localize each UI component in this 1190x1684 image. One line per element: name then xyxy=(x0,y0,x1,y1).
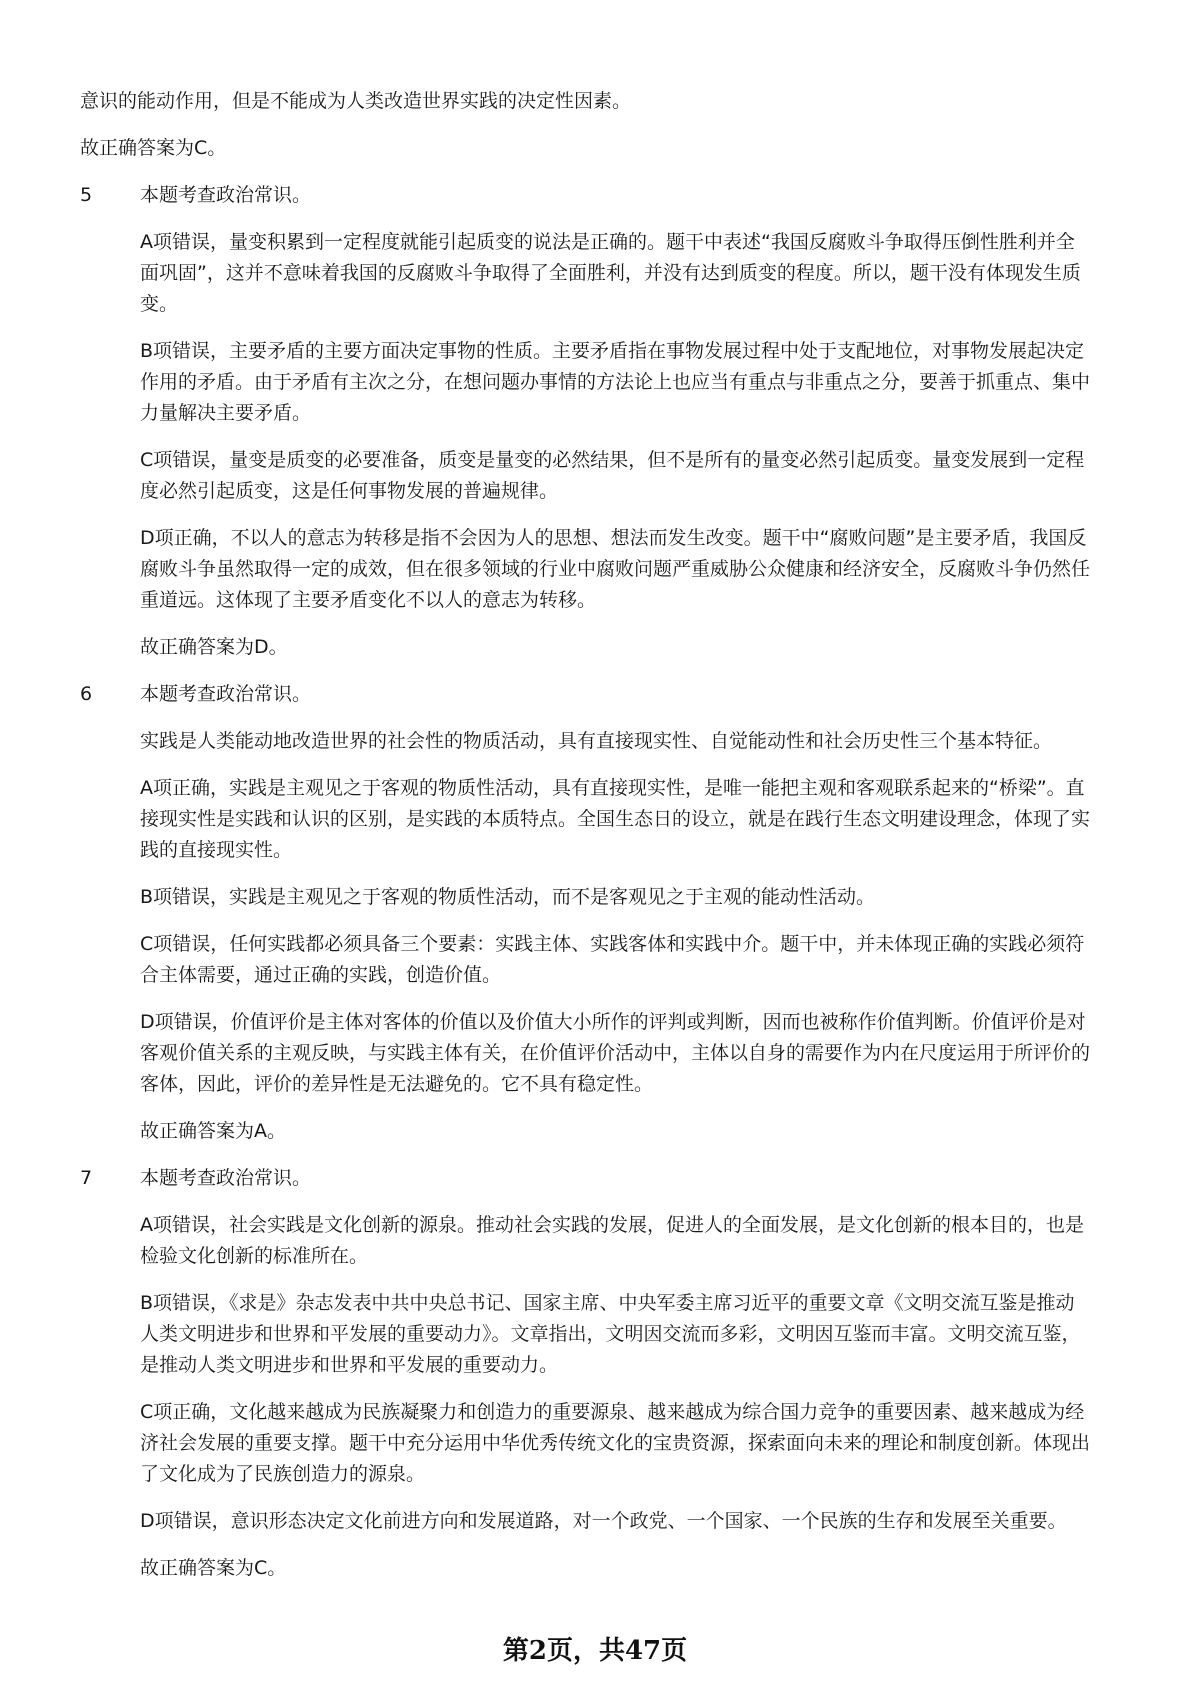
correct-answer: 故正确答案为C。 xyxy=(140,1557,287,1579)
page-content xyxy=(80,86,1090,1600)
option-c-explanation: C项正确，文化越来越成为民族凝聚力和创造力的重要源泉、越来越成为综合国力竞争的重要因素、越来越成为经济社会发展的重要支撑。题干中充分运用中华优秀传统文化的宝贵资源，探索面向未来的理论和制度创新。体现出了文化成为了民族创造力的源泉。 xyxy=(140,1401,1091,1485)
question-header xyxy=(80,1163,1090,1194)
question-6 xyxy=(80,679,1090,1147)
background-explanation: 实践是人类能动地改造世界的社会性的物质活动，具有直接现实性、自觉能动性和社会历史性三个基本特征。 xyxy=(140,730,1053,752)
correct-answer: 故正确答案为D。 xyxy=(140,636,288,658)
question-header xyxy=(80,180,1090,211)
option-b-explanation: B项错误，主要矛盾的主要方面决定事物的性质。主要矛盾指在事物发展过程中处于支配地位，对事物发展起决定作用的矛盾。由于矛盾有主次之分，在想问题办事情的方法论上也应当有重点与非重点之分，要善于抓重点、集中力量解决主要矛盾。 xyxy=(140,340,1091,424)
option-a-explanation: A项正确，实践是主观见之于客观的物质性活动，具有直接现实性，是唯一能把主观和客观联系起来的“桥梁”。直接现实性是实践和认识的区别，是实践的本质特点。全国生态日的设立，就是在践行生态文明建设理念，体现了实践的直接现实性。 xyxy=(140,777,1091,861)
option-b-explanation: B项错误，《求是》杂志发表中共中央总书记、国家主席、中央军委主席习近平的重要文章《文明交流互鉴是推动人类文明进步和世界和平发展的重要动力》。文章指出，文明因交流而多彩，文明因互鉴而丰富。文明交流互鉴，是推动人类文明进步和世界和平发展的重要动力。 xyxy=(140,1292,1081,1376)
question-5 xyxy=(80,180,1090,663)
question-body xyxy=(80,227,1090,663)
option-b-explanation: B项错误，实践是主观见之于客观的物质性活动，而不是客观见之于主观的能动性活动。 xyxy=(140,886,876,908)
option-a-explanation: A项错误，社会实践是文化创新的源泉。推动社会实践的发展，促进人的全面发展，是文化创新的根本目的，也是检验文化创新的标准所在。 xyxy=(140,1214,1085,1267)
intro-line: 意识的能动作用，但是不能成为人类改造世界实践的决定性因素。 xyxy=(80,90,632,112)
option-a-explanation: A项错误，量变积累到一定程度就能引起质变的说法是正确的。题干中表述“我国反腐败斗争取得压倒性胜利并全面巩固”，这并不意味着我国的反腐败斗争取得了全面胜利，并没有达到质变的程度。所以，题干没有体现发生质变。 xyxy=(140,231,1081,315)
option-d-explanation: D项错误，意识形态决定文化前进方向和发展道路，对一个政党、一个国家、一个民族的生存和发展至关重要。 xyxy=(140,1510,1067,1532)
question-number: 6 xyxy=(80,683,93,705)
question-number: 5 xyxy=(80,184,93,206)
question-body xyxy=(80,726,1090,1147)
question-header xyxy=(80,679,1090,710)
question-title: 本题考查政治常识。 xyxy=(140,683,312,705)
intro-answer: 故正确答案为C。 xyxy=(80,137,227,159)
question-number: 7 xyxy=(80,1167,93,1189)
option-d-explanation: D项正确，不以人的意志为转移是指不会因为人的思想、想法而发生改变。题干中“腐败问题”是主要矛盾，我国反腐败斗争虽然取得一定的成效，但在很多领域的行业中腐败问题严重威胁公众健康和经济安全，反腐败斗争仍然任重道远。这体现了主要矛盾变化不以人的意志为转移。 xyxy=(140,527,1091,611)
page-number-footer: 第2页，共47页 xyxy=(502,1636,688,1666)
option-c-explanation: C项错误，量变是质变的必要准备，质变是量变的必然结果，但不是所有的量变必然引起质变。量变发展到一定程度必然引起质变，这是任何事物发展的普遍规律。 xyxy=(140,449,1085,502)
option-c-explanation: C项错误，任何实践都必须具备三个要素：实践主体、实践客体和实践中介。题干中，并未体现正确的实践必须符合主体需要，通过正确的实践，创造价值。 xyxy=(140,933,1085,986)
correct-answer: 故正确答案为A。 xyxy=(140,1120,286,1142)
question-title: 本题考查政治常识。 xyxy=(140,184,312,206)
question-body xyxy=(80,1210,1090,1584)
question-title: 本题考查政治常识。 xyxy=(140,1167,312,1189)
question-7 xyxy=(80,1163,1090,1584)
option-d-explanation: D项错误，价值评价是主体对客体的价值以及价值大小所作的评判或判断，因而也被称作价值判断。价值评价是对客观价值关系的主观反映，与实践主体有关，在价值评价活动中，主体以自身的需要作为内在尺度运用于所评价的客体，因此，评价的差异性是无法避免的。它不具有稳定性。 xyxy=(140,1011,1091,1095)
